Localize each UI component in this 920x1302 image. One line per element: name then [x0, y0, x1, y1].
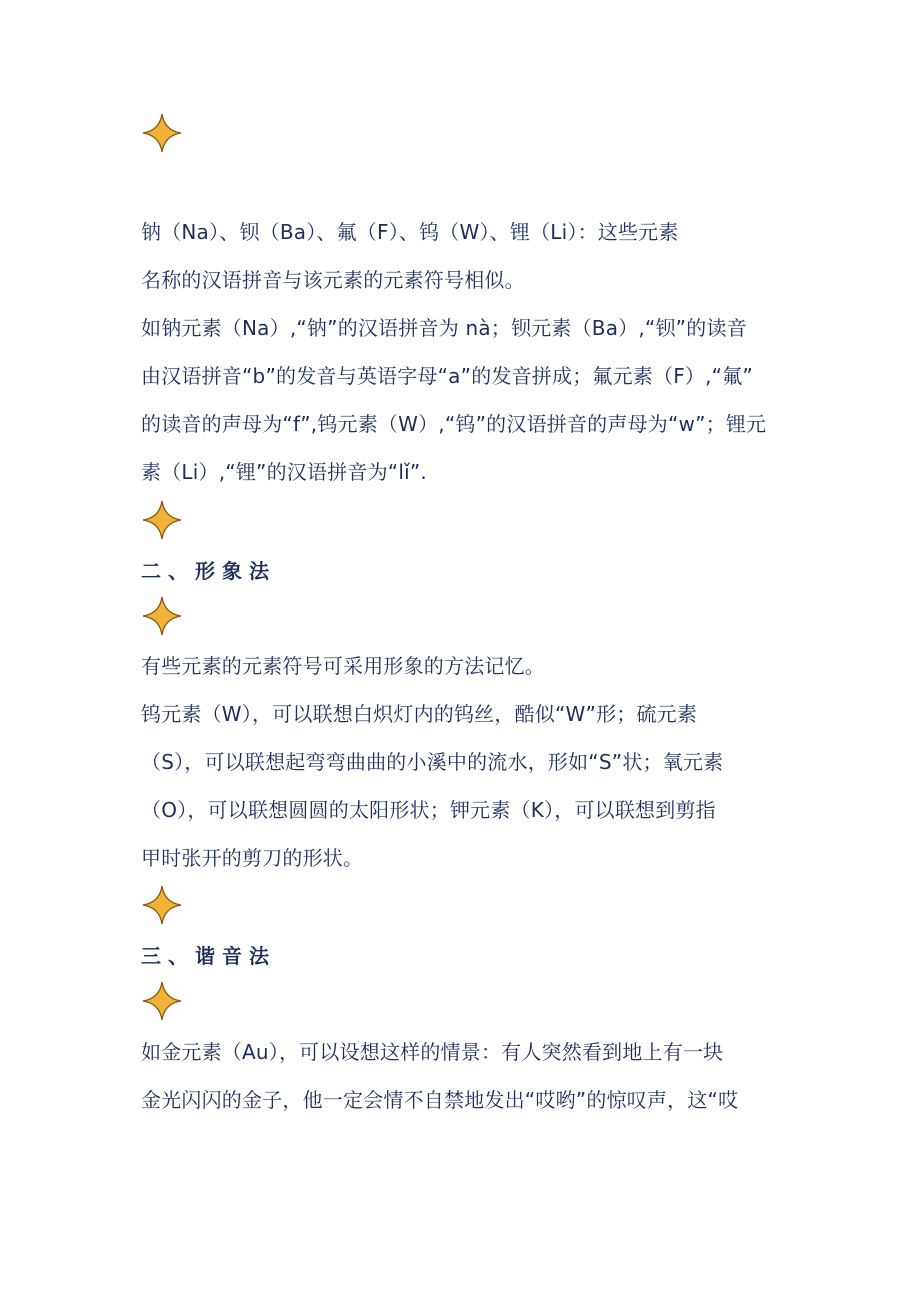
paragraph-line: 如钠元素（Na）,“钠”的汉语拼音为 nà；钡元素（Ba）,“钡”的读音 [141, 316, 747, 340]
four-point-star-icon [142, 596, 182, 636]
paragraph-line: 的读音的声母为“f”,钨元素（W）,“钨”的汉语拼音的声母为“w”；锂元 [141, 412, 767, 436]
section-heading: 三、谐音法 [141, 944, 276, 968]
paragraph-line: 金光闪闪的金子，他一定会情不自禁地发出“哎哟”的惊叹声，这“哎 [141, 1088, 739, 1112]
paragraph-line: （O），可以联想圆圆的太阳形状；钾元素（K），可以联想到剪指 [141, 798, 716, 822]
four-point-star-icon [142, 113, 182, 153]
paragraph-line: 由汉语拼音“b”的发音与英语字母“a”的发音拼成；氟元素（F）,“氟” [141, 364, 753, 388]
section-heading: 二、形象法 [141, 559, 276, 583]
paragraph-line: 如金元素（Au），可以设想这样的情景：有人突然看到地上有一块 [141, 1040, 724, 1064]
paragraph-line: 钠（Na）、钡（Ba）、氟（F）、钨（W）、锂（Li）：这些元素 [141, 220, 679, 244]
paragraph-line: （S），可以联想起弯弯曲曲的小溪中的流水，形如“S”状；氧元素 [141, 750, 724, 774]
four-point-star-icon [142, 500, 182, 540]
paragraph-line: 素（Li）,“锂”的汉语拼音为“lǐ”. [141, 460, 427, 484]
four-point-star-icon [142, 885, 182, 925]
paragraph-line: 钨元素（W），可以联想白炽灯内的钨丝，酷似“W”形；硫元素 [141, 702, 698, 726]
paragraph-line: 名称的汉语拼音与该元素的元素符号相似。 [141, 268, 525, 292]
paragraph-line: 甲时张开的剪刀的形状。 [141, 846, 364, 870]
four-point-star-icon [142, 981, 182, 1021]
paragraph-line: 有些元素的元素符号可采用形象的方法记忆。 [141, 654, 545, 678]
